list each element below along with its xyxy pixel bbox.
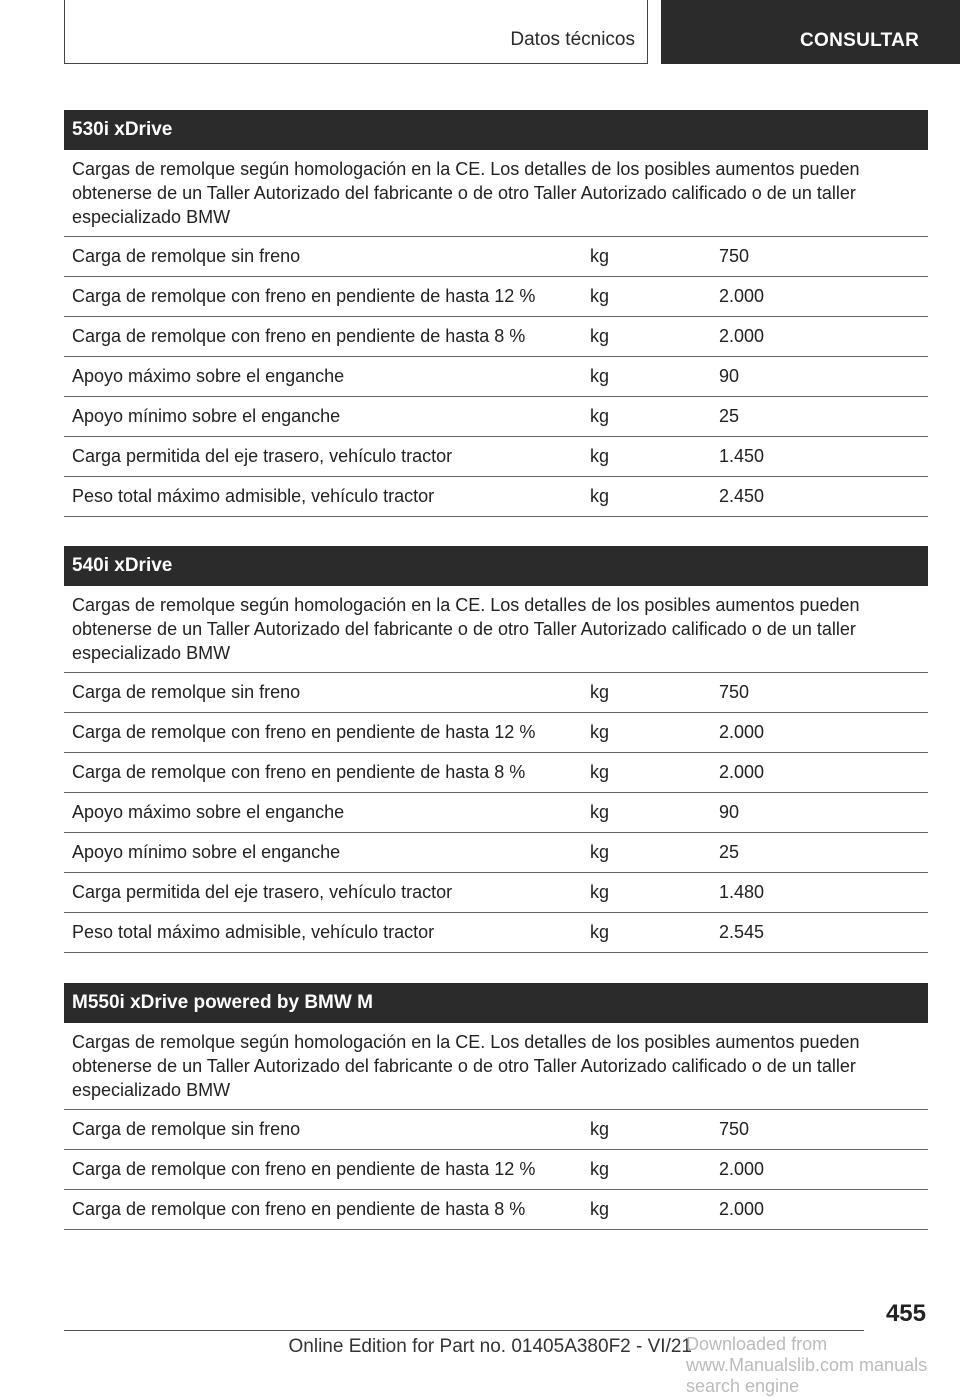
table-title: M550i xDrive powered by BMW M [64,983,928,1023]
row-unit: kg [590,446,610,466]
footer-rule [64,1330,864,1331]
row-label: Carga permitida del eje trasero, vehículo tractor [72,882,453,902]
row-unit: kg [590,882,610,902]
row-value: 2.450 [719,486,765,506]
table-row [64,833,928,873]
row-label: Peso total máximo admisible, vehículo tractor [72,922,435,942]
row-value: 1.450 [719,446,765,466]
table-row [64,357,928,397]
row-unit: kg [590,1159,610,1179]
table-row [64,913,928,953]
table-note: Cargas de remolque según homologación en la CE. Los detalles de los posibles aumentos pueden obtenerse de un Taller Autorizado del fabricante o de otro Taller Autorizado calificado o de un taller especializado BMW [64,150,928,237]
table-row [64,1110,928,1150]
table-row [64,277,928,317]
table-row [64,873,928,913]
row-label: Apoyo máximo sobre el enganche [72,366,345,386]
table-row [64,713,928,753]
row-label: Carga de remolque sin freno [72,246,301,266]
row-value: 750 [719,682,750,702]
table-row [64,673,928,713]
row-value: 90 [719,802,740,822]
row-label: Carga de remolque sin freno [72,1119,301,1139]
row-value: 90 [719,366,740,386]
table-row [64,793,928,833]
row-value: 25 [719,406,740,426]
edition-line: Online Edition for Part no. 01405A380F2 - VI/21 [288,1336,692,1357]
row-unit: kg [590,802,610,822]
row-value: 25 [719,842,740,862]
row-unit: kg [590,246,610,266]
row-label: Carga de remolque con freno en pendiente de hasta 8 % [72,326,526,346]
spec-table-530i [64,110,928,517]
row-unit: kg [590,286,610,306]
row-value: 2.000 [719,762,765,782]
row-label: Apoyo máximo sobre el enganche [72,802,345,822]
spec-table-m550i [64,983,928,1230]
row-label: Carga de remolque con freno en pendiente de hasta 12 % [72,286,536,306]
table-note: Cargas de remolque según homologación en la CE. Los detalles de los posibles aumentos pueden obtenerse de un Taller Autorizado del fabricante o de otro Taller Autorizado calificado o de un taller especializado BMW [64,586,928,673]
row-unit: kg [590,682,610,702]
row-unit: kg [590,922,610,942]
table-row [64,477,928,517]
row-unit: kg [590,762,610,782]
table-title: 540i xDrive [64,546,928,586]
row-unit: kg [590,406,610,426]
row-unit: kg [590,1199,610,1219]
row-label: Apoyo mínimo sobre el enganche [72,842,341,862]
row-value: 2.000 [719,326,765,346]
row-value: 2.000 [719,286,765,306]
row-unit: kg [590,326,610,346]
row-unit: kg [590,486,610,506]
row-unit: kg [590,366,610,386]
row-value: 1.480 [719,882,765,902]
table-title: 530i xDrive [64,110,928,150]
row-label: Carga permitida del eje trasero, vehículo tractor [72,446,453,466]
row-unit: kg [590,1119,610,1139]
row-label: Carga de remolque sin freno [72,682,301,702]
table-row [64,317,928,357]
row-value: 750 [719,246,750,266]
table-row [64,437,928,477]
table-row [64,237,928,277]
row-label: Carga de remolque con freno en pendiente de hasta 12 % [72,722,536,742]
watermark: Downloaded from www.Manualslib.com manuals search engine [686,1334,928,1396]
table-row [64,753,928,793]
table-row [64,1150,928,1190]
row-value: 2.000 [719,1199,765,1219]
row-label: Apoyo mínimo sobre el enganche [72,406,341,426]
row-value: 2.545 [719,922,765,942]
row-value: 2.000 [719,1159,765,1179]
row-value: 2.000 [719,722,765,742]
row-label: Peso total máximo admisible, vehículo tractor [72,486,435,506]
section-title: Datos técnicos [510,29,635,50]
row-label: Carga de remolque con freno en pendiente de hasta 12 % [72,1159,536,1179]
header-section-box [64,0,648,64]
row-label: Carga de remolque con freno en pendiente de hasta 8 % [72,1199,526,1219]
table-row [64,1190,928,1230]
spec-table-540i [64,546,928,953]
page-number: 455 [885,1300,926,1327]
table-row [64,397,928,437]
row-value: 750 [719,1119,750,1139]
header-tab[interactable] [661,0,960,64]
table-note: Cargas de remolque según homologación en la CE. Los detalles de los posibles aumentos pueden obtenerse de un Taller Autorizado del fabricante o de otro Taller Autorizado calificado o de un taller especializado BMW [64,1023,928,1110]
row-unit: kg [590,722,610,742]
row-unit: kg [590,842,610,862]
tab-consultar[interactable]: CONSULTAR [800,30,920,51]
row-label: Carga de remolque con freno en pendiente de hasta 8 % [72,762,526,782]
